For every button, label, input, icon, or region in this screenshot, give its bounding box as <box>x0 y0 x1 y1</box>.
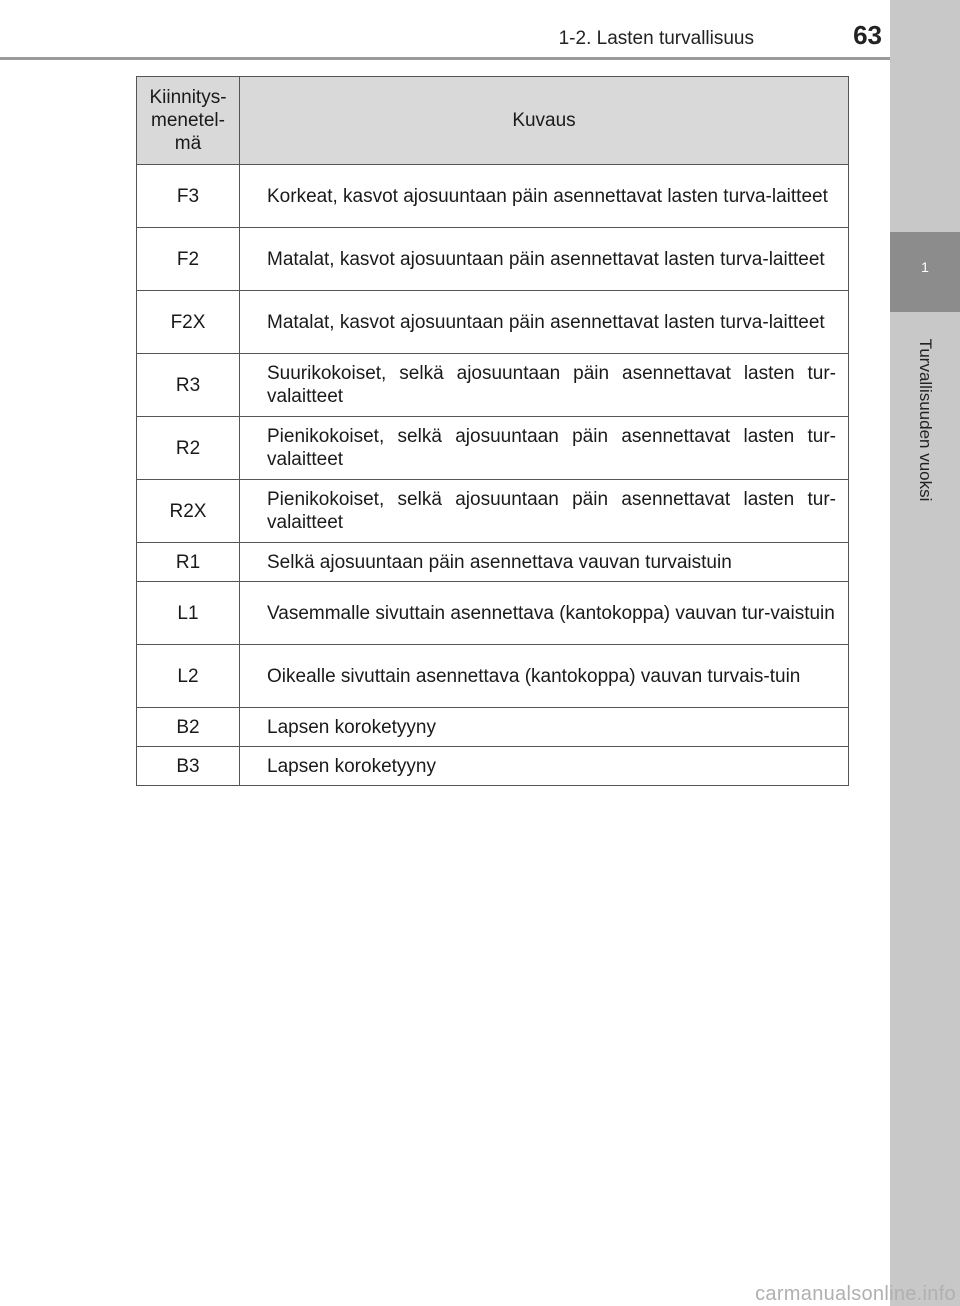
fixing-code: B2 <box>137 708 240 747</box>
fixing-code: B3 <box>137 747 240 786</box>
table-header-row <box>137 77 849 165</box>
fixing-code: F2 <box>137 228 240 291</box>
fixing-description: Korkeat, kasvot ajosuuntaan päin asennettavat lasten turva-laitteet <box>240 165 849 228</box>
fixing-code: R2 <box>137 417 240 480</box>
fixing-description: Selkä ajosuuntaan päin asennettava vauvan turvaistuin <box>240 543 849 582</box>
fixing-code: R3 <box>137 354 240 417</box>
table-row <box>137 354 849 417</box>
table-row <box>137 480 849 543</box>
chapter-number-box <box>890 232 960 312</box>
page-number: 63 <box>853 20 882 50</box>
table-row <box>137 645 849 708</box>
fixing-code: L2 <box>137 645 240 708</box>
page-header <box>0 0 890 60</box>
chapter-number: 1 <box>921 259 929 275</box>
fixing-code: F2X <box>137 291 240 354</box>
table-row <box>137 417 849 480</box>
header-description: Kuvaus <box>240 77 849 165</box>
fixing-description: Pienikokoiset, selkä ajosuuntaan päin asennettavat lasten tur-valaitteet <box>240 417 849 480</box>
header-rule <box>0 57 890 60</box>
fixing-description: Matalat, kasvot ajosuuntaan päin asennettavat lasten turva-laitteet <box>240 291 849 354</box>
table-row <box>137 582 849 645</box>
fixing-code: R1 <box>137 543 240 582</box>
fixing-description: Lapsen koroketyyny <box>240 708 849 747</box>
header-method-label: Kiinnitys-menetel-mä <box>149 87 227 154</box>
fixing-description: Pienikokoiset, selkä ajosuuntaan päin asennettavat lasten tur-valaitteet <box>240 480 849 543</box>
fixing-code: L1 <box>137 582 240 645</box>
chapter-side-tab <box>890 0 960 1306</box>
section-title: 1-2. Lasten turvallisuus <box>558 28 754 49</box>
fixing-description: Oikealle sivuttain asennettava (kantokoppa) vauvan turvais-tuin <box>240 645 849 708</box>
table-row <box>137 747 849 786</box>
table-row <box>137 543 849 582</box>
table-row <box>137 291 849 354</box>
fixing-description: Suurikokoiset, selkä ajosuuntaan päin asennettavat lasten tur-valaitteet <box>240 354 849 417</box>
fixing-code: F3 <box>137 165 240 228</box>
table-row <box>137 228 849 291</box>
watermark: carmanualsonline.info <box>755 1283 956 1305</box>
fixing-description: Matalat, kasvot ajosuuntaan päin asennettavat lasten turva-laitteet <box>240 228 849 291</box>
fixing-code: R2X <box>137 480 240 543</box>
table-row <box>137 708 849 747</box>
fixing-description: Lapsen koroketyyny <box>240 747 849 786</box>
child-seat-fixing-table <box>136 76 849 786</box>
header-method <box>137 77 240 165</box>
table-row <box>137 165 849 228</box>
fixing-description: Vasemmalle sivuttain asennettava (kantokoppa) vauvan tur-vaistuin <box>240 582 849 645</box>
chapter-label: Turvallisuuden vuoksi <box>916 338 935 502</box>
